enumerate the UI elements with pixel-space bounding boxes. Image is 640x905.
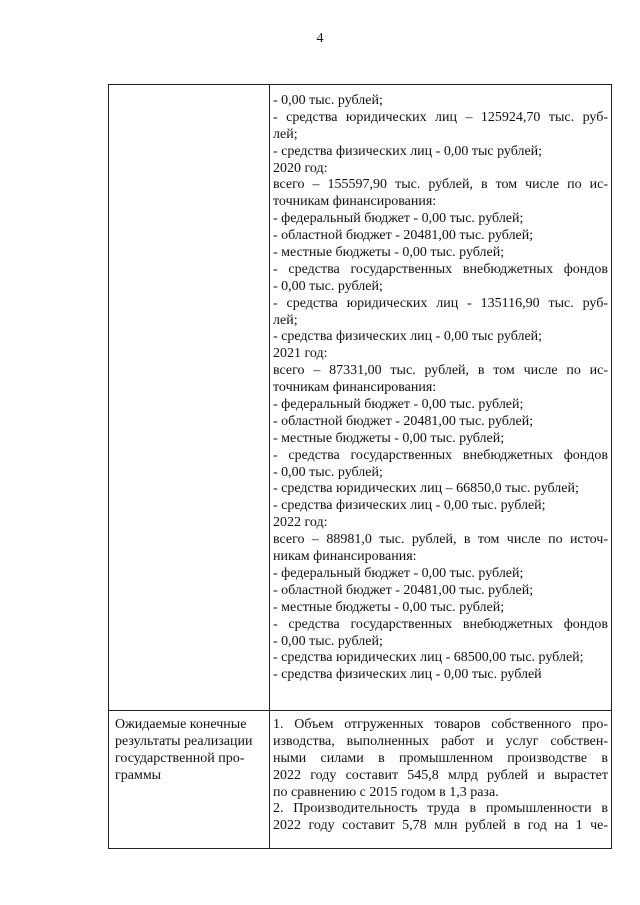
text-line: - средства государственных внебюджетных фондов <box>273 261 608 277</box>
text-line: - 0,00 тыс. рублей; <box>273 93 383 108</box>
expected-results-text <box>270 711 611 835</box>
expected-results-label <box>109 711 269 785</box>
text-line: результаты реализации <box>115 733 253 749</box>
text-line: 2022 году составит 545,8 млрд рублей и вырастет <box>273 767 608 783</box>
text-line: - средства юридических лиц - 68500,00 тыс. рублей; <box>273 650 584 666</box>
text-line: - местные бюджеты - 0,00 тыс. рублей; <box>273 245 505 261</box>
funding-label-cell <box>109 85 270 711</box>
text-line: всего – 155597,90 тыс. рублей, в том числе по ис- <box>273 177 608 193</box>
text-line: - средства государственных внебюджетных фондов <box>273 447 608 463</box>
text-line: 2022 год: <box>273 515 328 531</box>
text-line: - 0,00 тыс. рублей; <box>273 278 383 294</box>
text-line: точникам финансирования: <box>273 194 437 210</box>
text-line: лей; <box>273 312 298 328</box>
text-line: ными силами в промышленном производстве в <box>273 750 608 766</box>
text-line: всего – 88981,0 тыс. рублей, в том числе по источ- <box>273 532 608 548</box>
text-line: - федеральный бюджет - 0,00 тыс. рублей; <box>273 211 524 227</box>
text-line: 2020 год: <box>273 160 328 176</box>
text-line: - 0,00 тыс. рублей; <box>273 633 383 649</box>
expected-results-label-cell <box>109 711 270 849</box>
funding-row <box>109 85 612 711</box>
text-line: - средства юридических лиц - 135116,90 тыс. руб- <box>273 295 608 311</box>
text-line: изводства, выполненных работ и услуг собствен- <box>273 733 608 749</box>
text-line: - 0,00 тыс. рублей; <box>273 464 383 480</box>
text-line: - средства государственных внебюджетных фондов <box>273 616 608 632</box>
text-line: - средства физических лиц - 0,00 тыс рублей; <box>273 143 543 159</box>
funding-text <box>270 85 611 688</box>
text-line: - областной бюджет - 20481,00 тыс. рублей; <box>273 582 534 598</box>
text-line: - федеральный бюджет - 0,00 тыс. рублей; <box>273 565 524 581</box>
page-number: 4 <box>316 31 324 46</box>
text-line: - местные бюджеты - 0,00 тыс. рублей; <box>273 430 505 446</box>
text-line: государственной про- <box>115 750 245 766</box>
text-line: - областной бюджет - 20481,00 тыс. рублей; <box>273 413 534 429</box>
text-line: лей; <box>273 126 298 142</box>
text-line: точникам финансирования: <box>273 380 437 396</box>
funding-value-cell <box>270 85 612 711</box>
text-line: - областной бюджет - 20481,00 тыс. рублей; <box>273 228 534 244</box>
text-line: - местные бюджеты - 0,00 тыс. рублей; <box>273 599 505 615</box>
text-line: 2. Производительность труда в промышленности в <box>273 801 608 817</box>
text-line: - средства юридических лиц – 66850,0 тыс. рублей; <box>273 481 579 497</box>
text-line: 2021 год: <box>273 346 328 362</box>
text-line: - средства физических лиц - 0,00 тыс рублей; <box>273 329 543 345</box>
text-line: всего – 87331,00 тыс. рублей, в том числе по ис- <box>273 363 608 379</box>
text-line: - средства юридических лиц – 125924,70 тыс. руб- <box>273 109 608 125</box>
text-line: граммы <box>115 767 162 783</box>
text-line: - средства физических лиц - 0,00 тыс. рублей <box>273 667 542 683</box>
text-line: никам финансирования: <box>273 549 417 565</box>
text-line: - федеральный бюджет - 0,00 тыс. рублей; <box>273 397 524 413</box>
expected-results-row <box>109 711 612 849</box>
program-passport-table <box>108 84 612 849</box>
text-line: 1. Объем отгруженных товаров собственного про- <box>273 717 608 732</box>
text-line: 2022 году составит 5,78 млн рублей в год на 1 че- <box>273 818 608 834</box>
expected-results-value-cell <box>270 711 612 849</box>
text-line: - средства физических лиц - 0,00 тыс. рублей; <box>273 498 546 514</box>
text-line: Ожидаемые конечные <box>115 717 247 732</box>
text-line: по сравнению с 2015 годом в 1,3 раза. <box>273 784 499 800</box>
